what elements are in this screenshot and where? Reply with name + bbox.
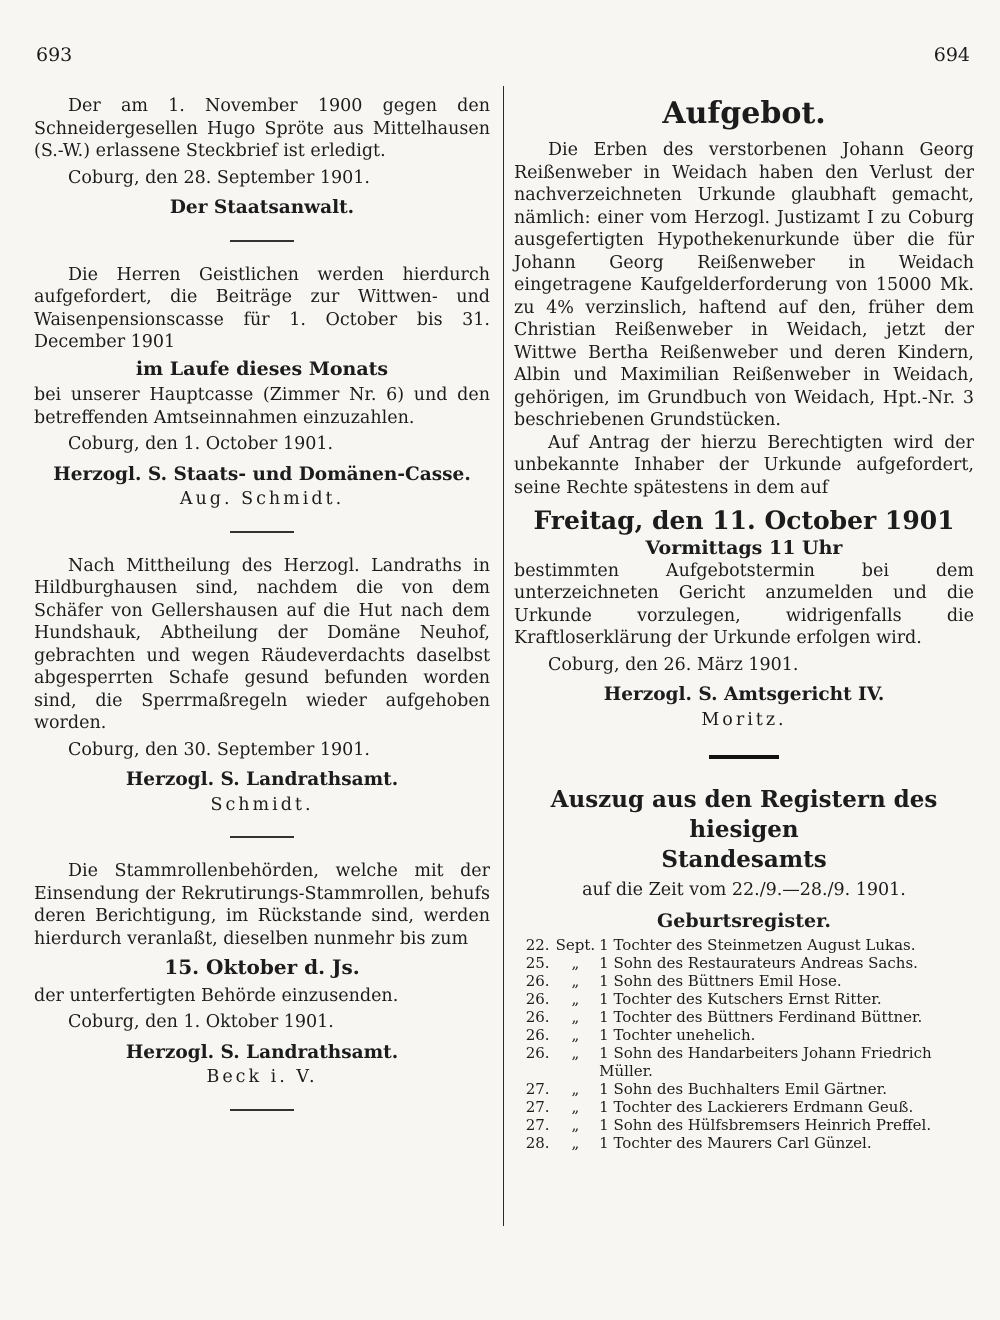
register-row [514,1026,974,1044]
notice-emphasis: im Laufe dieses Monats [135,357,389,380]
register-entry: 1 Tochter des Büttners Ferdinand Büttner. [599,1008,923,1026]
register-entry: 1 Sohn des Buchhalters Emil Gärtner. [599,1080,887,1098]
notice-signature: Herzogl. S. Landrathsamt. [125,1041,399,1063]
aufgebot-date: Coburg, den 26. März 1901. [548,654,799,675]
column-divider [503,86,504,1226]
register-row [514,1098,974,1116]
left-column [34,95,490,1133]
aufgebot-time: Vormittags 11 Uhr [645,537,843,559]
notice-text: Der am 1. November 1900 gegen den Schneidergesellen Hugo Spröte aus Mittelhausen (S.-W.) erlassene Steckbrief ist erledigt. [34,96,490,161]
register-day: 28. [525,1134,550,1152]
register-row [514,1134,974,1152]
register-entry: 1 Sohn des Handarbeiters Johann Friedrich Müller. [599,1044,932,1080]
aufgebot-signature: Herzogl. S. Amtsgericht IV. [603,684,885,705]
register-entry: 1 Tochter des Lackierers Erdmann Geuß. [599,1098,914,1116]
register-row [514,954,974,972]
register-day: 25. [525,954,550,972]
register-month: „ [571,1116,580,1134]
notice-signer: Aug. Schmidt. [179,489,345,509]
register-entry: 1 Tochter des Maurers Carl Günzel. [599,1134,872,1152]
aufgebot-heading: Aufgebot. [662,96,826,131]
register-day: 27. [525,1116,550,1134]
register-month: „ [571,1134,580,1152]
aufgebot-text-2: Auf Antrag der hierzu Berechtigten wird der unbekannte Inhaber der Urkunde aufgefordert, seine Rechte spätestens in dem auf [514,432,974,498]
page-number-right: 694 [933,44,970,66]
register-table [514,936,974,1152]
notice-date: Coburg, den 30. September 1901. [68,739,370,760]
notice-signature: Herzogl. S. Landrathsamt. [125,769,399,790]
auszug-period: auf die Zeit vom 22./9.—28./9. 1901. [582,880,906,900]
notice-text: Nach Mittheilung des Herzogl. Landraths in Hildburghausen sind, nachdem die von dem Schäfer von Gellershausen auf die Hut nach dem Hundshauk, Abtheilung der Domäne Neuhof, gebrachten und wegen Räudeverdachts daselbst abgesperrten Schafe gesund befunden worden sind, die Sperrmaßregeln wieder aufgehoben worden. [34,555,490,733]
register-row [514,1008,974,1026]
register-month: „ [571,954,580,972]
register-month: „ [571,1098,580,1116]
register-entry: 1 Tochter des Kutschers Ernst Ritter. [599,990,882,1008]
notice-pensionscasse [34,264,490,511]
separator-line [230,1109,294,1111]
register-month: „ [571,972,580,990]
notice-stammrollen [34,860,490,1089]
register-entry: 1 Sohn des Restaurateurs Andreas Sachs. [599,954,918,972]
notice-signer: Schmidt. [210,794,314,815]
register-day: 26. [525,990,550,1008]
notice-text: Die Stammrollenbehörden, welche mit der Einsendung der Rekrutirungs-Stammrollen, behufs deren Berichtigung, im Rückstande sind, werden hierdurch veranlaßt, dieselben nunmehr bis zum [34,861,490,949]
register-day: 27. [525,1098,550,1116]
aufgebot-text: Die Erben des verstorbenen Johann Georg Reißenweber in Weidach haben den Verlust der nachverzeichneten Urkunde glaubhaft gemacht, nämlich: einer vom Herzogl. Justizamt I zu Coburg ausgefertigten Hypothekenurkunde über die für Johann Georg Reißenweber in Weidach eingetragene Kaufgelderforderung von 15000 Mk. zu 4% verzinslich, haftend auf den, früher dem Christian Reißenweber in Weidach, jetzt der Wittwe Bertha Reißenweber und deren Kindern, Albin und Maximilian Reißenweber in Weidach, gehörigen, im Grundbuch von Weidach, Hpt.-Nr. 3 beschriebenen Grundstücken. [514,140,974,430]
notice-signature: Der Staatsanwalt. [169,197,355,218]
register-day: 27. [525,1080,550,1098]
register-entry: 1 Sohn des Büttners Emil Hose. [599,972,842,990]
register-month: „ [571,1044,580,1062]
register-month: „ [571,990,580,1008]
aufgebot-date-big: Freitag, den 11. October 1901 [533,506,955,535]
aufgebot-text-3: bestimmten Aufgebotstermin bei dem unterzeichneten Gericht anzumelden und die Urkunde vorzulegen, widrigenfalls die Kraftloserklärung der Urkunde erfolgen wird. [514,560,974,648]
notice-date: Coburg, den 28. September 1901. [68,167,370,188]
separator-thick [709,755,779,759]
notice-deadline: 15. Oktober d. Js. [164,955,360,979]
auszug-heading-2: Standesamts [661,846,827,873]
register-row [514,972,974,990]
notice-date: Coburg, den 1. Oktober 1901. [68,1012,334,1032]
right-column [514,95,974,1152]
register-row [514,1080,974,1098]
register-subheading: Geburtsregister. [657,909,831,932]
standesamt-auszug [514,785,974,1152]
register-day: 22. [525,936,550,954]
notice-signer: Beck i. V. [206,1067,318,1087]
register-row [514,936,974,954]
register-day: 26. [525,1044,550,1062]
register-row [514,1116,974,1134]
separator-line [230,240,294,242]
separator-line [230,836,294,838]
aufgebot [514,95,974,731]
register-month: Sept. [555,936,596,954]
notice-sperrmassregeln [34,555,490,817]
register-month: „ [571,1026,580,1044]
separator-line [230,531,294,533]
notice-steckbrief [34,95,490,220]
notice-text: Die Herren Geistlichen werden hierdurch aufgefordert, die Beiträge zur Wittwen- und Waisenpensionscasse für 1. October bis 31. December 1901 [34,264,490,352]
register-entry: 1 Tochter unehelich. [599,1026,756,1044]
register-entry: 1 Sohn des Hülfsbremsers Heinrich Preffel. [599,1116,932,1134]
notice-text-continued: der unterfertigten Behörde einzusenden. [34,985,399,1006]
register-day: 26. [525,1008,550,1026]
register-month: „ [571,1080,580,1098]
notice-date: Coburg, den 1. October 1901. [68,434,334,454]
register-row [514,1044,974,1080]
register-row [514,990,974,1008]
aufgebot-signer: Moritz. [701,709,787,730]
register-day: 26. [525,1026,550,1044]
notice-text-continued: bei unserer Hauptcasse (Zimmer Nr. 6) und den betreffenden Amtseinnahmen einzuzahlen. [34,385,490,428]
register-entry: 1 Tochter des Steinmetzen August Lukas. [599,936,916,954]
page-number-left: 693 [36,44,73,66]
register-day: 26. [525,972,550,990]
auszug-heading: Auszug aus den Registern des hiesigen [550,786,938,843]
notice-signature: Herzogl. S. Staats- und Domänen-Casse. [53,463,471,485]
register-month: „ [571,1008,580,1026]
